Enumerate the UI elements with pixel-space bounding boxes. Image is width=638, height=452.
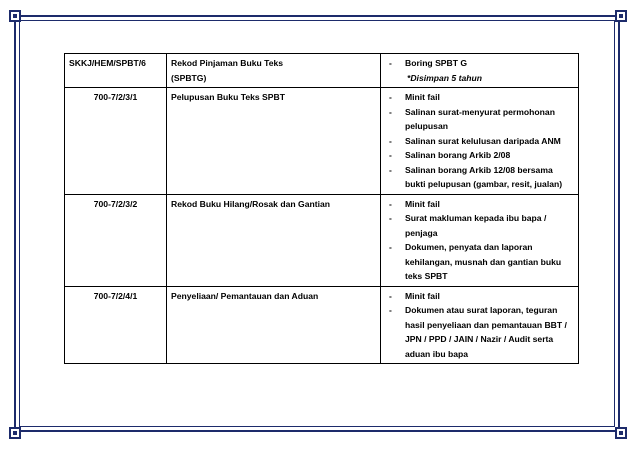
- file-code: 700-7/2/3/2: [65, 194, 167, 286]
- file-title: [167, 194, 381, 286]
- list-item: - Minit fail: [385, 289, 574, 304]
- border-corner-ornament: [615, 10, 627, 22]
- file-contents: [381, 54, 579, 88]
- table-row: [65, 54, 579, 88]
- table-row: [65, 88, 579, 195]
- border-corner-ornament: [615, 427, 627, 439]
- file-contents: [381, 88, 579, 195]
- border-corner-ornament: [9, 427, 21, 439]
- list-item: - Boring SPBT G: [385, 56, 574, 71]
- file-title-line: Pelupusan Buku Teks SPBT: [171, 92, 285, 102]
- table-row: [65, 286, 579, 364]
- list-item: - Salinan borang Arkib 12/08 bersama bukti pelupusan (gambar, resit, jualan): [385, 163, 574, 192]
- file-code: 700-7/2/4/1: [65, 286, 167, 364]
- list-item: - Salinan borang Arkib 2/08: [385, 148, 574, 163]
- file-title-line: Rekod Buku Hilang/Rosak dan Gantian: [171, 198, 331, 209]
- table-row: [65, 194, 579, 286]
- file-contents: [381, 286, 579, 364]
- file-code: 700-7/2/3/1: [65, 88, 167, 195]
- file-title-line: Penyeliaan/ Pemantauan dan Aduan: [171, 290, 319, 301]
- file-title: [167, 286, 381, 364]
- list-item: - Dokumen atau surat laporan, teguran hasil penyeliaan dan pemantauan BBT / JPN / PPD / JAIN / Nazir / Audit serta aduan ibu bapa: [385, 303, 574, 361]
- border-corner-ornament: [9, 10, 21, 22]
- file-title-line: Rekod Pinjaman Buku Teks: [171, 58, 284, 68]
- list-item: - Minit fail: [385, 90, 574, 105]
- list-item: - Salinan surat-menyurat permohonan pelupusan: [385, 105, 574, 134]
- file-record-table: [64, 53, 579, 364]
- list-item: - Dokumen, penyata dan laporan kehilangan, musnah dan gantian buku teks SPBT: [385, 240, 574, 284]
- file-contents: [381, 194, 579, 286]
- file-title-line: (SPBTG): [171, 72, 207, 83]
- list-item: - Surat makluman kepada ibu bapa / penjaga: [385, 211, 574, 240]
- retention-note: *Disimpan 5 tahun: [407, 72, 482, 83]
- list-item: - Minit fail: [385, 197, 574, 212]
- list-item: - Salinan surat kelulusan daripada ANM: [385, 134, 574, 149]
- file-title: [167, 54, 381, 88]
- file-title: [167, 88, 381, 195]
- file-code: SKKJ/HEM/SPBT/6: [65, 54, 167, 88]
